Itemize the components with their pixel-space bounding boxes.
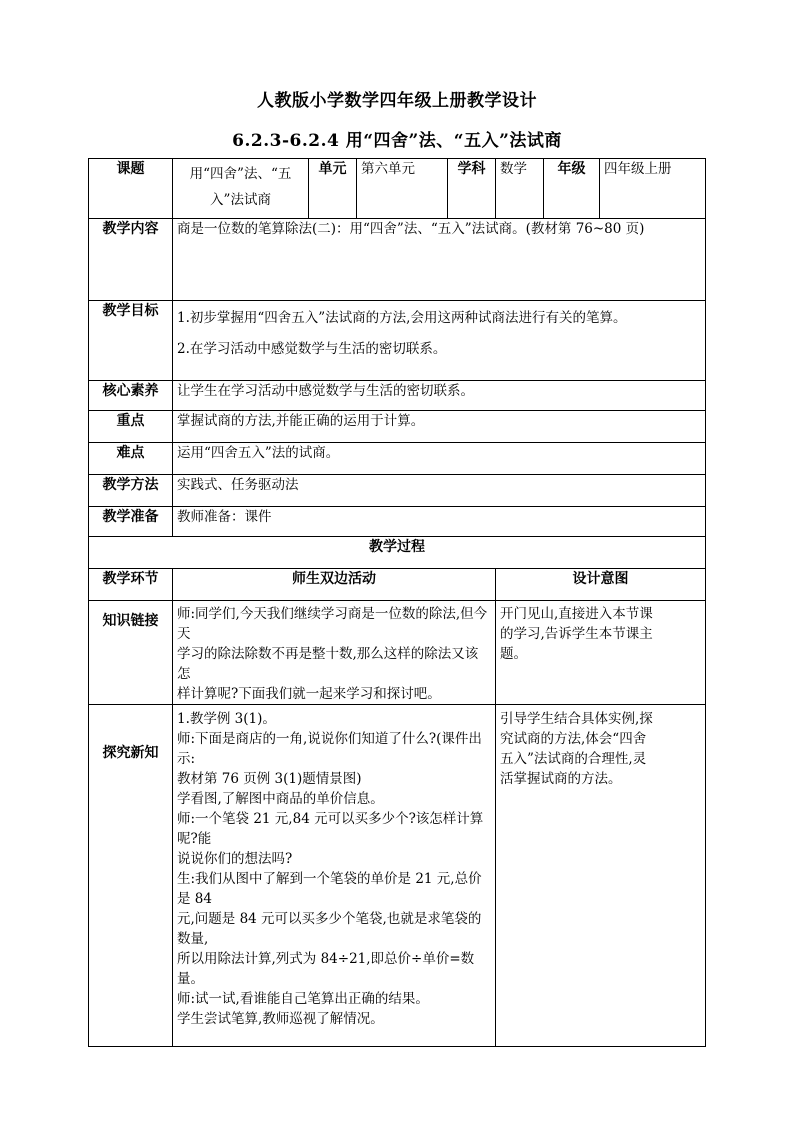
intent-line: 引导学生结合具体实例,探 — [500, 711, 653, 727]
subject-label: 学科 — [448, 159, 496, 219]
process-title-row — [89, 537, 706, 569]
activity-line: 1.教学例 3(1)。 — [177, 711, 276, 727]
process-section-title: 教学过程 — [89, 537, 706, 569]
difficult-value: 运用“四舍五入”法的试商。 — [173, 443, 706, 475]
intent-line: 题。 — [500, 646, 527, 662]
activity-column-header: 师生双边活动 — [173, 569, 496, 601]
activity-line: 师:下面是商店的一角,说说你们知道了什么?(课件出示: — [177, 731, 482, 767]
intent-line: 开门见山,直接进入本节课 — [500, 606, 653, 622]
activity-line: 所以用除法计算,列式为 84÷21,即总价÷单价=数量。 — [177, 951, 475, 987]
activity-line: 教材第 76 页例 3(1)题情景图) — [177, 771, 362, 787]
intent-line: 的学习,告诉学生本节课主 — [500, 626, 653, 642]
activity-line: 元,问题是 84 元可以买多少个笔袋,也就是求笔袋的数量, — [177, 911, 482, 947]
prep-label: 教学准备 — [89, 507, 173, 537]
key-value: 掌握试商的方法,并能正确的运用于计算。 — [173, 411, 706, 443]
info-row — [89, 159, 706, 219]
topic-label: 课题 — [89, 159, 173, 219]
goal-item: 2.在学习活动中感觉数学与生活的密切联系。 — [177, 341, 447, 357]
unit-value: 第六单元 — [357, 159, 448, 219]
activity-line: 说说你们的想法吗? — [177, 851, 293, 867]
stage-intent — [496, 705, 706, 1047]
lesson-plan-table — [88, 158, 706, 1047]
stage-column-header: 教学环节 — [89, 569, 173, 601]
difficult-label: 难点 — [89, 443, 173, 475]
grade-value: 四年级上册 — [600, 159, 706, 219]
key-label: 重点 — [89, 411, 173, 443]
content-label: 教学内容 — [89, 219, 173, 301]
prep-value: 教师准备：课件 — [173, 507, 706, 537]
activity-line: 样计算呢?下面我们就一起来学习和探讨吧。 — [177, 686, 441, 702]
grade-label: 年级 — [544, 159, 600, 219]
key-row — [89, 411, 706, 443]
prep-row — [89, 507, 706, 537]
goals-label: 教学目标 — [89, 301, 173, 381]
intent-line: 究试商的方法,体会“四舍 — [500, 731, 647, 747]
activity-line: 师:试一试,看谁能自己笔算出正确的结果。 — [177, 991, 429, 1007]
content-row — [89, 219, 706, 301]
subject-value: 数学 — [496, 159, 544, 219]
process-header-row — [89, 569, 706, 601]
method-label: 教学方法 — [89, 475, 173, 507]
stage-label: 探究新知 — [89, 705, 173, 1047]
method-row — [89, 475, 706, 507]
core-row — [89, 381, 706, 411]
core-label: 核心素养 — [89, 381, 173, 411]
topic-value: 用“四舍”法、“五入”法试商 — [173, 159, 309, 219]
unit-label: 单元 — [309, 159, 357, 219]
stage-activity — [173, 601, 496, 705]
stage-activity — [173, 705, 496, 1047]
intent-line: 活掌握试商的方法。 — [500, 771, 622, 787]
document-title: 人教版小学数学四年级上册教学设计 — [257, 91, 537, 111]
method-value: 实践式、任务驱动法 — [173, 475, 706, 507]
activity-line: 学看图,了解图中商品的单价信息。 — [177, 791, 384, 807]
stage-label: 知识链接 — [89, 601, 173, 705]
activity-line: 学生尝试笔算,教师巡视了解情况。 — [177, 1011, 384, 1027]
content-value: 商是一位数的笔算除法(二)：用“四舍”法、“五入”法试商。(教材第 76~80 页) — [173, 219, 706, 301]
intent-column-header: 设计意图 — [496, 569, 706, 601]
activity-line: 师:同学们,今天我们继续学习商是一位数的除法,但今天 — [177, 606, 488, 642]
activity-line: 师:一个笔袋 21 元,84 元可以买多少个?该怎样计算呢?能 — [177, 811, 484, 847]
goal-item: 1.初步掌握用“四舍五入”法试商的方法,会用这两种试商法进行有关的笔算。 — [177, 310, 627, 326]
stage-row-knowledge-link — [89, 601, 706, 705]
goals-value — [173, 301, 706, 381]
core-value: 让学生在学习活动中感觉数学与生活的密切联系。 — [173, 381, 706, 411]
stage-row-explore-new — [89, 705, 706, 1047]
intent-line: 五入”法试商的合理性,灵 — [500, 751, 647, 767]
difficult-row — [89, 443, 706, 475]
activity-line: 生:我们从图中了解到一个笔袋的单价是 21 元,总价是 84 — [177, 871, 482, 907]
document-subtitle: 6.2.3-6.2.4 用“四舍”法、“五入”法试商 — [232, 131, 562, 151]
stage-intent — [496, 601, 706, 705]
activity-line: 学习的除法除数不再是整十数,那么这样的除法又该怎 — [177, 646, 479, 682]
goals-row — [89, 301, 706, 381]
